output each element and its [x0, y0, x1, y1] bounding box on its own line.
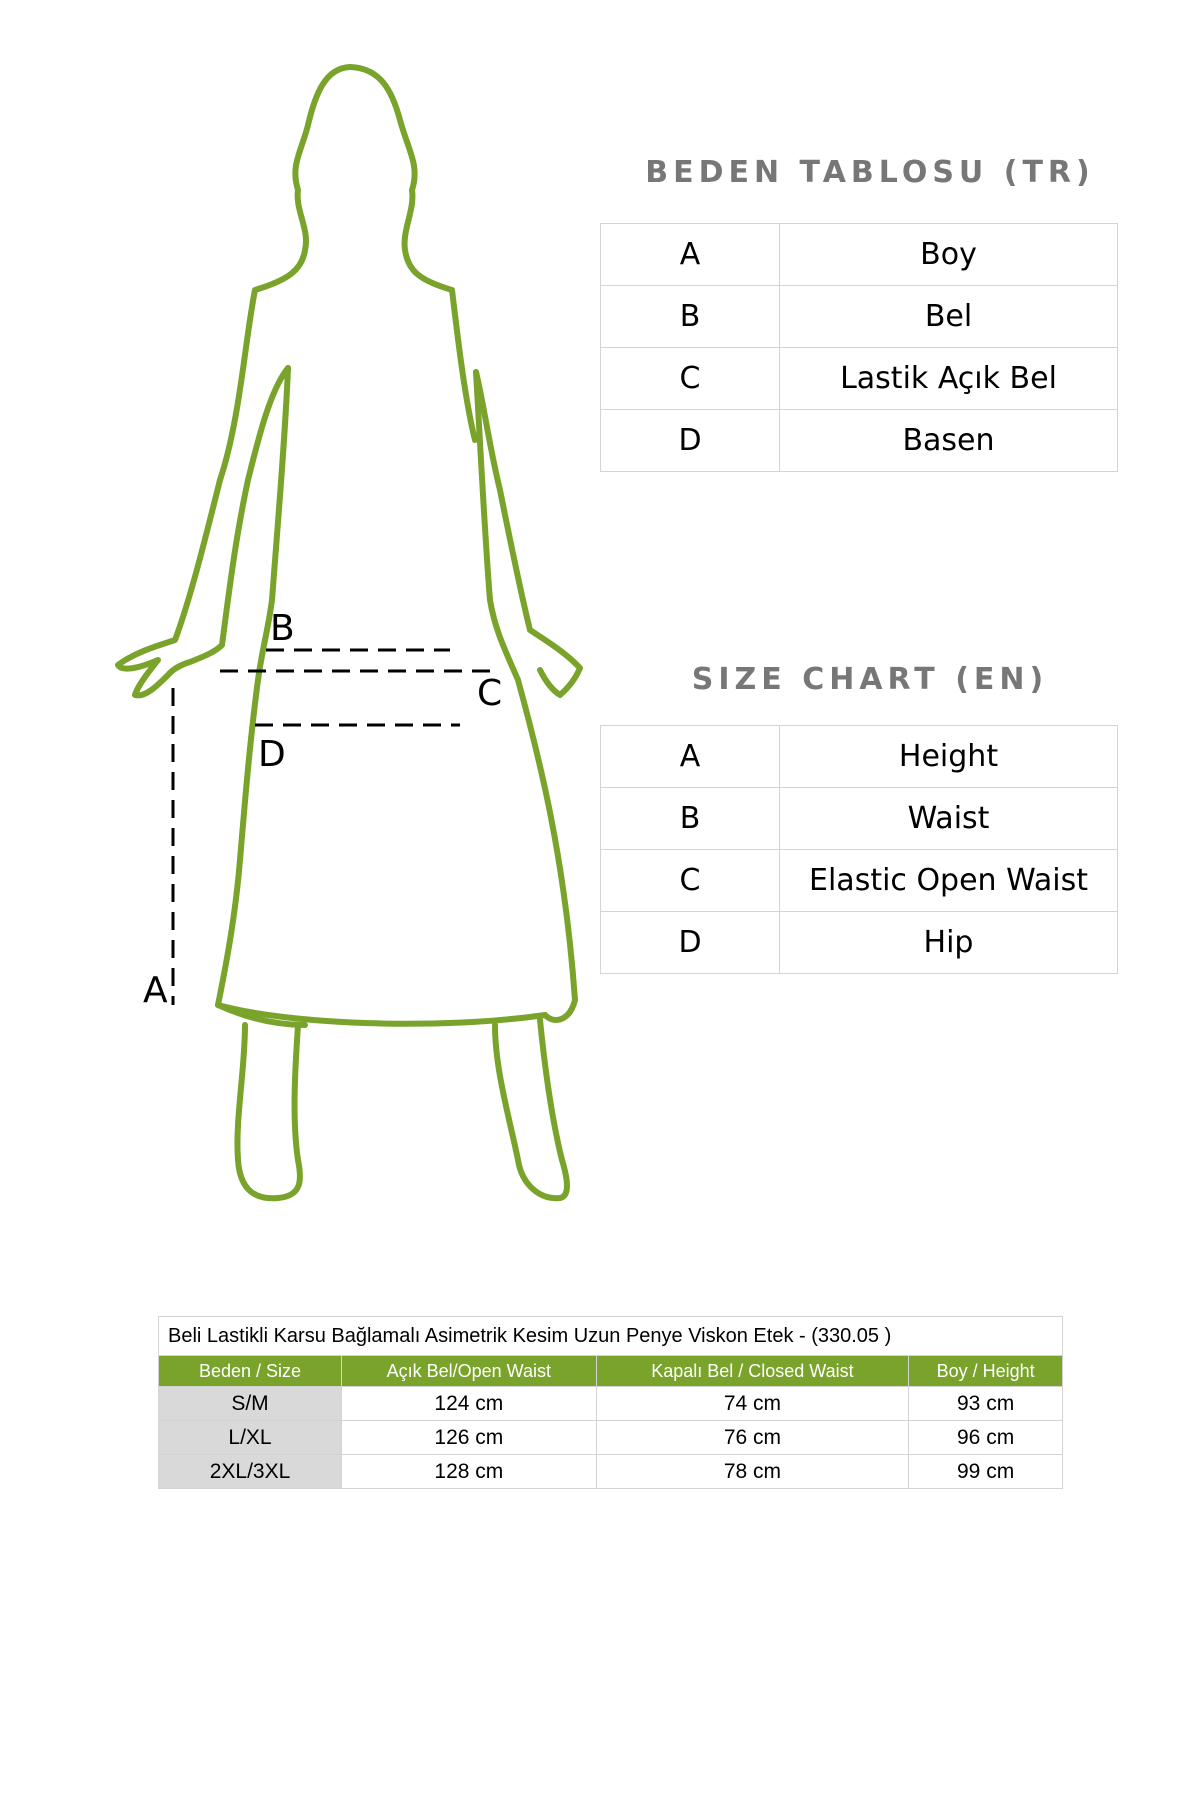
table-row: [159, 1455, 1063, 1489]
closed-waist-cell: 78 cm: [596, 1455, 909, 1489]
size-cell: S/M: [159, 1387, 342, 1421]
label-b: B: [270, 608, 295, 649]
value-cell: Hip: [780, 912, 1118, 974]
table-row: [601, 348, 1118, 410]
closed-waist-cell: 74 cm: [596, 1387, 909, 1421]
table-row: [601, 286, 1118, 348]
table-row: [159, 1387, 1063, 1421]
value-cell: Height: [780, 726, 1118, 788]
table-row: [601, 788, 1118, 850]
table-header-row: [159, 1356, 1063, 1387]
value-cell: Boy: [780, 224, 1118, 286]
tr-chart-table: [600, 223, 1118, 472]
size-measurement-table: [158, 1316, 1063, 1489]
key-cell: B: [601, 788, 780, 850]
measurement-labels: [143, 608, 502, 1011]
key-cell: B: [601, 286, 780, 348]
size-cell: L/XL: [159, 1421, 342, 1455]
figure-diagram: [40, 40, 640, 1220]
table-row: [601, 726, 1118, 788]
open-waist-cell: 126 cm: [342, 1421, 597, 1455]
height-cell: 96 cm: [909, 1421, 1063, 1455]
closed-waist-cell: 76 cm: [596, 1421, 909, 1455]
header-size: Beden / Size: [159, 1356, 342, 1387]
value-cell: Elastic Open Waist: [780, 850, 1118, 912]
key-cell: A: [601, 224, 780, 286]
tr-chart-title: BEDEN TABLOSU (TR): [645, 155, 1095, 190]
table-row: [601, 410, 1118, 472]
en-chart-table: [600, 725, 1118, 974]
header-height: Boy / Height: [909, 1356, 1063, 1387]
value-cell: Bel: [780, 286, 1118, 348]
table-row: [159, 1421, 1063, 1455]
value-cell: Waist: [780, 788, 1118, 850]
table-row: [601, 224, 1118, 286]
height-cell: 99 cm: [909, 1455, 1063, 1489]
label-d: D: [258, 734, 286, 775]
label-a: A: [143, 970, 168, 1011]
size-cell: 2XL/3XL: [159, 1455, 342, 1489]
table-row: [601, 912, 1118, 974]
table-row: [601, 850, 1118, 912]
key-cell: C: [601, 850, 780, 912]
product-caption: Beli Lastikli Karsu Bağlamalı Asimetrik Kesim Uzun Penye Viskon Etek - (330.05 ): [159, 1317, 1063, 1356]
open-waist-cell: 128 cm: [342, 1455, 597, 1489]
key-cell: D: [601, 410, 780, 472]
key-cell: C: [601, 348, 780, 410]
header-open-waist: Açık Bel/Open Waist: [342, 1356, 597, 1387]
en-chart-title: SIZE CHART (EN): [691, 662, 1049, 697]
silhouette-outline: [118, 67, 580, 1198]
measurement-lines: [173, 650, 503, 1005]
key-cell: A: [601, 726, 780, 788]
silhouette-svg: [40, 40, 640, 1220]
key-cell: D: [601, 912, 780, 974]
table-caption-row: [159, 1317, 1063, 1356]
value-cell: Lastik Açık Bel: [780, 348, 1118, 410]
label-c: C: [477, 673, 503, 714]
height-cell: 93 cm: [909, 1387, 1063, 1421]
open-waist-cell: 124 cm: [342, 1387, 597, 1421]
value-cell: Basen: [780, 410, 1118, 472]
header-closed-waist: Kapalı Bel / Closed Waist: [596, 1356, 909, 1387]
